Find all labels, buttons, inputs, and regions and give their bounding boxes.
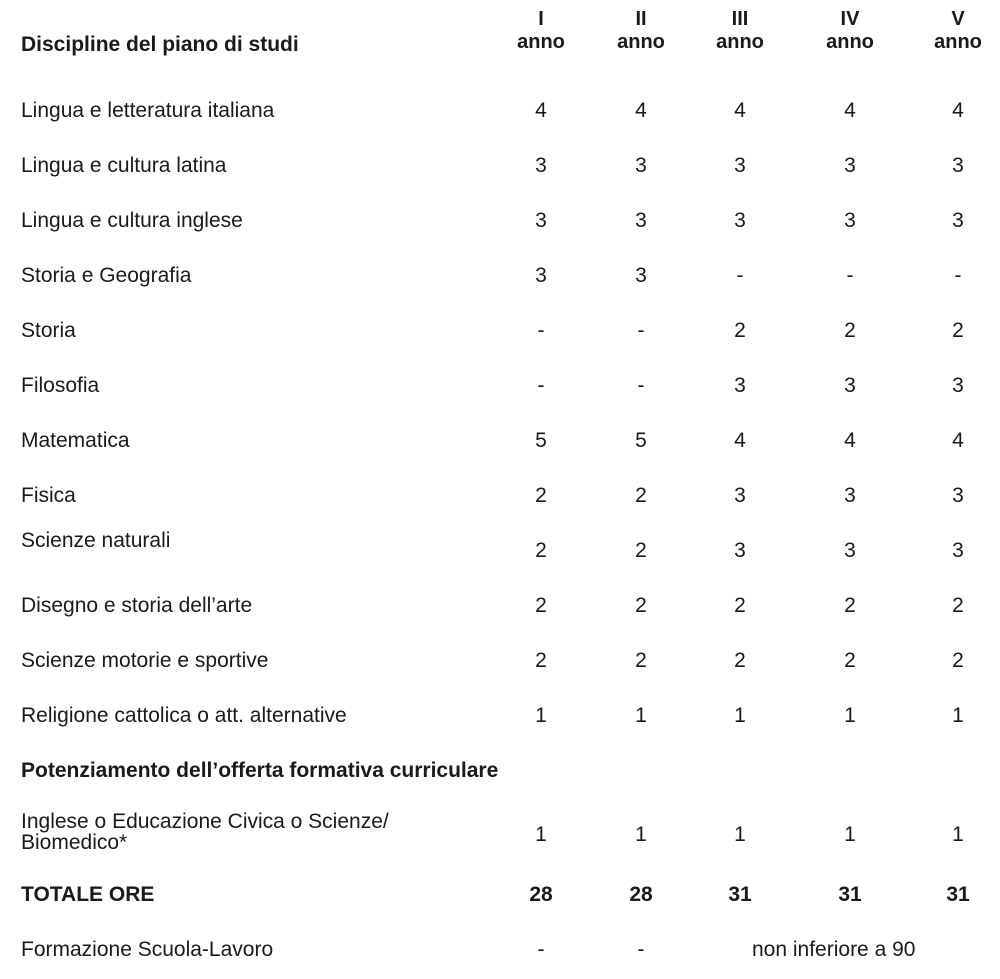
hours-cell: 2	[535, 594, 547, 617]
subject-label: Filosofia	[21, 374, 100, 397]
hours-cell: 1	[535, 704, 547, 727]
subject-label: Storia	[21, 319, 76, 342]
hours-cell: 4	[734, 429, 746, 452]
hours-cell: 1	[952, 823, 964, 846]
hours-cell: 3	[635, 154, 647, 177]
hours-cell: 1	[635, 823, 647, 846]
hours-cell: 3	[734, 539, 746, 562]
year-unit: anno	[826, 31, 874, 53]
subject-label-line1: Inglese o Educazione Civica o Scienze/	[21, 810, 389, 833]
header-year-5	[918, 8, 998, 54]
year-numeral: IV	[840, 8, 860, 30]
hours-cell: 2	[635, 649, 647, 672]
hours-cell: 4	[734, 99, 746, 122]
hours-cell: 3	[844, 484, 856, 507]
hours-cell: 2	[844, 649, 856, 672]
year-numeral: I	[538, 8, 544, 30]
hours-cell: 4	[952, 429, 964, 452]
hours-cell: 1	[734, 823, 746, 846]
table-row	[0, 810, 1000, 862]
header-year-2	[601, 8, 681, 54]
hours-cell: 2	[734, 649, 746, 672]
hours-cell: 2	[535, 649, 547, 672]
total-cell: 31	[838, 883, 862, 906]
table-row	[0, 319, 1000, 359]
hours-cell: -	[954, 264, 962, 287]
hours-cell: 3	[952, 484, 964, 507]
table-row	[0, 484, 1000, 524]
year-numeral: V	[951, 8, 965, 30]
hours-cell: -	[637, 938, 645, 961]
subject-label: Lingua e cultura latina	[21, 154, 227, 177]
table-row	[0, 529, 1000, 569]
hours-cell: 3	[734, 209, 746, 232]
hours-cell: 2	[734, 319, 746, 342]
table-row	[0, 99, 1000, 139]
hours-cell: 5	[635, 429, 647, 452]
year-unit: anno	[517, 31, 565, 53]
hours-cell: 2	[952, 594, 964, 617]
hours-cell: 2	[734, 594, 746, 617]
header-year-1	[501, 8, 581, 54]
table-row	[0, 704, 1000, 744]
year-numeral: II	[635, 8, 647, 30]
hours-cell: 1	[635, 704, 647, 727]
work-formation-span-note: non inferiore a 90	[752, 938, 916, 961]
hours-cell: 3	[952, 209, 964, 232]
hours-cell: 4	[844, 99, 856, 122]
hours-cell: 1	[535, 823, 547, 846]
total-cell: 31	[946, 883, 970, 906]
hours-cell: -	[736, 264, 744, 287]
hours-cell: 2	[952, 649, 964, 672]
hours-cell: 3	[535, 209, 547, 232]
hours-cell: 3	[844, 539, 856, 562]
table-row	[0, 209, 1000, 249]
hours-cell: -	[537, 319, 545, 342]
subject-label: Scienze naturali	[21, 529, 171, 552]
hours-cell: 3	[952, 539, 964, 562]
hours-cell: 3	[734, 154, 746, 177]
total-row	[0, 883, 1000, 923]
hours-cell: 3	[535, 264, 547, 287]
hours-cell: 1	[844, 823, 856, 846]
subject-label: Disegno e storia dell’arte	[21, 594, 253, 617]
hours-cell: 3	[635, 209, 647, 232]
total-cell: 28	[529, 883, 553, 906]
hours-cell: -	[637, 319, 645, 342]
hours-cell: 2	[535, 484, 547, 507]
hours-cell: 4	[635, 99, 647, 122]
hours-cell: -	[537, 374, 545, 397]
subject-label: Scienze motorie e sportive	[21, 649, 269, 672]
total-label: TOTALE ORE	[21, 883, 155, 906]
year-unit: anno	[934, 31, 982, 53]
hours-cell: 3	[844, 154, 856, 177]
hours-cell: 2	[844, 594, 856, 617]
total-cell: 28	[629, 883, 653, 906]
hours-cell: 1	[734, 704, 746, 727]
hours-cell: 1	[844, 704, 856, 727]
table-row	[0, 374, 1000, 414]
year-unit: anno	[617, 31, 665, 53]
hours-cell: 1	[952, 704, 964, 727]
total-cell: 31	[728, 883, 752, 906]
header-year-3	[700, 8, 780, 54]
hours-cell: 3	[734, 374, 746, 397]
hours-cell: 3	[844, 209, 856, 232]
hours-cell: -	[846, 264, 854, 287]
hours-cell: 3	[734, 484, 746, 507]
hours-cell: -	[637, 374, 645, 397]
subject-label: Matematica	[21, 429, 130, 452]
table-row	[0, 429, 1000, 469]
section-title: Potenziamento dell’offerta formativa curriculare	[21, 759, 499, 782]
subject-label-line2: Biomedico*	[21, 831, 128, 854]
hours-cell: 3	[535, 154, 547, 177]
hours-cell: 5	[535, 429, 547, 452]
hours-cell: 4	[844, 429, 856, 452]
subject-label: Storia e Geografia	[21, 264, 192, 287]
year-unit: anno	[716, 31, 764, 53]
hours-cell: 3	[952, 154, 964, 177]
header-title: Discipline del piano di studi	[21, 33, 299, 56]
table-row	[0, 264, 1000, 304]
hours-cell: 3	[635, 264, 647, 287]
table-row	[0, 154, 1000, 194]
hours-cell: 2	[635, 594, 647, 617]
hours-cell: 4	[535, 99, 547, 122]
work-formation-row	[0, 938, 1000, 978]
subject-label: Fisica	[21, 484, 76, 507]
work-formation-label: Formazione Scuola-Lavoro	[21, 938, 274, 961]
subject-label: Lingua e letteratura italiana	[21, 99, 275, 122]
hours-cell: 2	[635, 539, 647, 562]
hours-cell: 3	[844, 374, 856, 397]
hours-cell: 3	[952, 374, 964, 397]
hours-cell: 2	[635, 484, 647, 507]
year-numeral: III	[731, 8, 749, 30]
subject-label: Religione cattolica o att. alternative	[21, 704, 347, 727]
header-year-4	[810, 8, 890, 54]
hours-cell: 2	[535, 539, 547, 562]
section-heading-row	[0, 759, 1000, 799]
table-row	[0, 594, 1000, 634]
subject-label: Lingua e cultura inglese	[21, 209, 243, 232]
hours-cell: -	[537, 938, 545, 961]
table-row	[0, 649, 1000, 689]
hours-cell: 4	[952, 99, 964, 122]
hours-cell: 2	[952, 319, 964, 342]
hours-cell: 2	[844, 319, 856, 342]
